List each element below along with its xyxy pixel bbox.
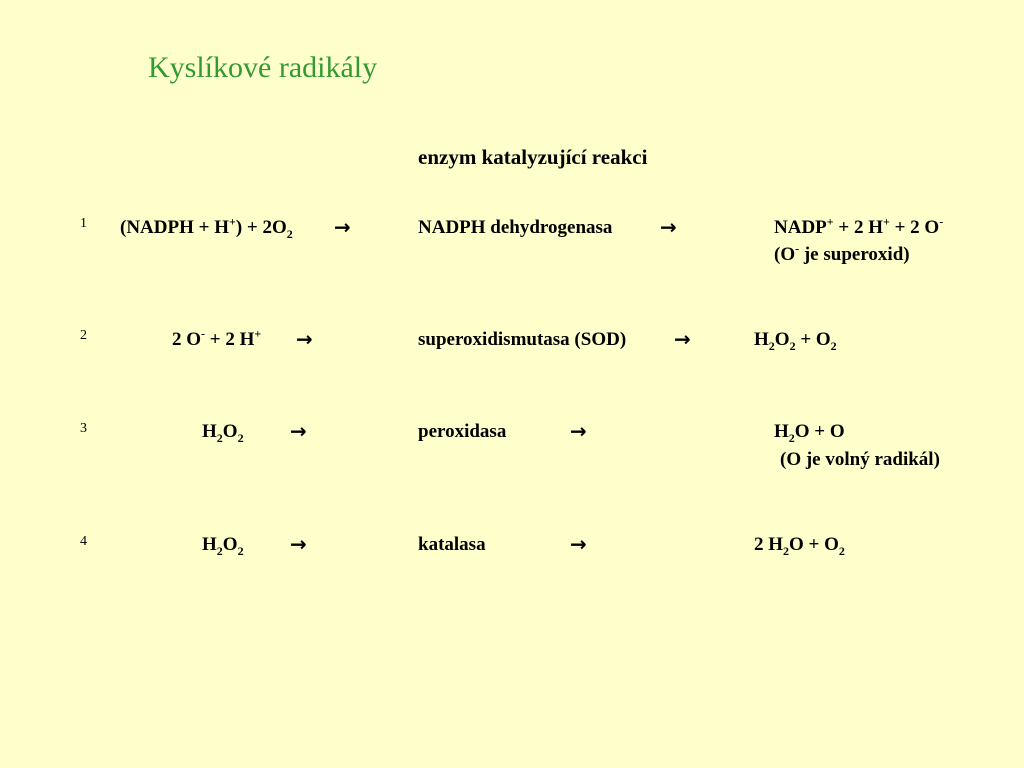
- row-1-number: 1: [80, 216, 87, 231]
- row-3-reactants: $H_2O_2$: [202, 421, 244, 445]
- row-3-enzyme: peroxidasa: [418, 421, 507, 442]
- row-1-products: NADP+ + 2 H+ + 2 O-: [774, 214, 944, 238]
- row-2-reactants: 2 O- + 2 H+: [172, 326, 262, 350]
- row-2-number: 2: [80, 328, 87, 343]
- row-4-arrow-1: →: [290, 532, 307, 556]
- row-4-arrow-2: →: [570, 532, 587, 556]
- row-1-note: (O- je superoxid): [774, 241, 910, 265]
- row-2-arrow-1: →: [296, 327, 313, 351]
- row-3-note: (O je volný radikál): [780, 449, 940, 470]
- row-2-enzyme: superoxidismutasa (SOD): [418, 329, 627, 350]
- enzyme-column-header: enzym katalyzující reakci: [418, 145, 648, 169]
- row-3-arrow-2: →: [570, 419, 587, 443]
- row-2-arrow-2: →: [674, 327, 691, 351]
- slide-title: Kyslíkové radikály: [148, 51, 378, 84]
- row-1-enzyme: NADPH dehydrogenasa: [418, 217, 613, 238]
- row-4-reactants: $H_2O_2$: [202, 534, 244, 558]
- row-4-enzyme: katalasa: [418, 534, 486, 555]
- row-4-products: 2 $H_2O + O_2$: [754, 534, 845, 558]
- row-3-number: 3: [80, 421, 87, 436]
- row-1-arrow-1: →: [334, 215, 351, 239]
- row-1-arrow-2: →: [660, 215, 677, 239]
- row-2-products: $H_2O_2 + O_2$: [754, 329, 837, 353]
- row-4-number: 4: [80, 534, 87, 549]
- row-1-reactants: (NADPH + $H^+) + 2O_2$: [120, 214, 293, 241]
- row-3-arrow-1: →: [290, 419, 307, 443]
- row-3-products: $H_2O + O$: [774, 421, 845, 445]
